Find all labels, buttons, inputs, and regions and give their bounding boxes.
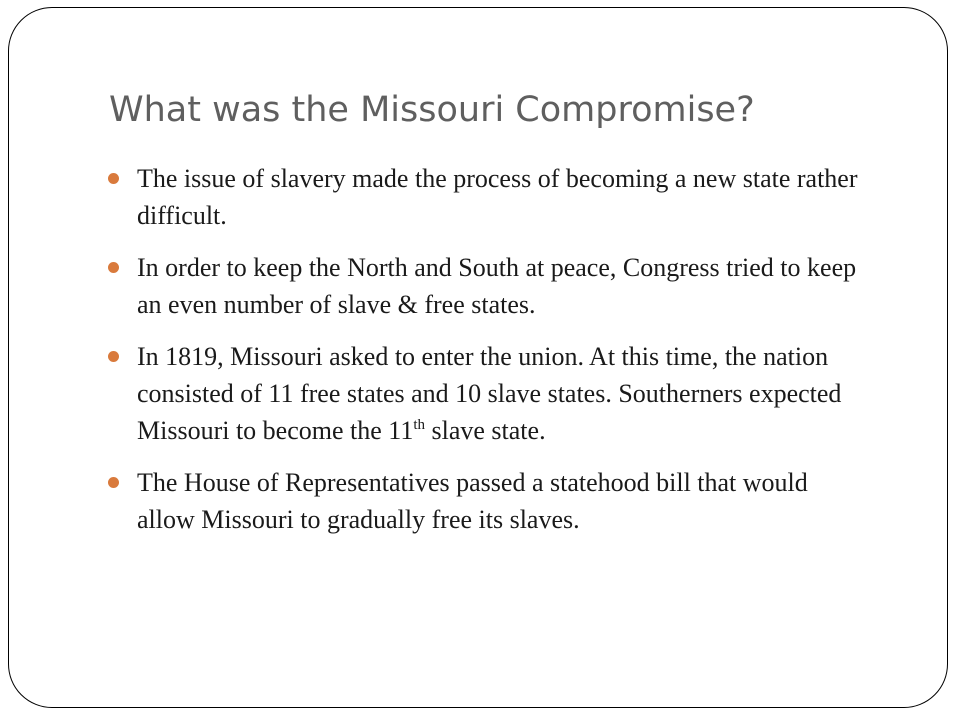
slide-title: What was the Missouri Compromise? <box>109 90 755 130</box>
ordinal-superscript: th <box>413 417 425 433</box>
bullet-item <box>108 160 868 234</box>
bullet-list <box>108 160 868 553</box>
bullet-text: The House of Representatives passed a statehood bill that would allow Missouri to gradually free its slaves. <box>137 468 808 534</box>
bullet-dot-icon <box>108 173 119 184</box>
bullet-item <box>108 464 868 538</box>
bullet-dot-icon <box>108 351 119 362</box>
bullet-item <box>108 338 868 449</box>
bullet-text: In order to keep the North and South at peace, Congress tried to keep an even number of slave & free states. <box>137 253 857 319</box>
bullet-text-continued: slave state. <box>425 416 546 445</box>
bullet-item <box>108 249 868 323</box>
bullet-dot-icon <box>108 477 119 488</box>
bullet-dot-icon <box>108 262 119 273</box>
bullet-text: The issue of slavery made the process of becoming a new state rather difficult. <box>137 164 858 230</box>
bullet-text: In 1819, Missouri asked to enter the union. At this time, the nation consisted of 11 free states and 10 slave states. Southerners expected Missouri to become the 11 <box>137 342 842 445</box>
